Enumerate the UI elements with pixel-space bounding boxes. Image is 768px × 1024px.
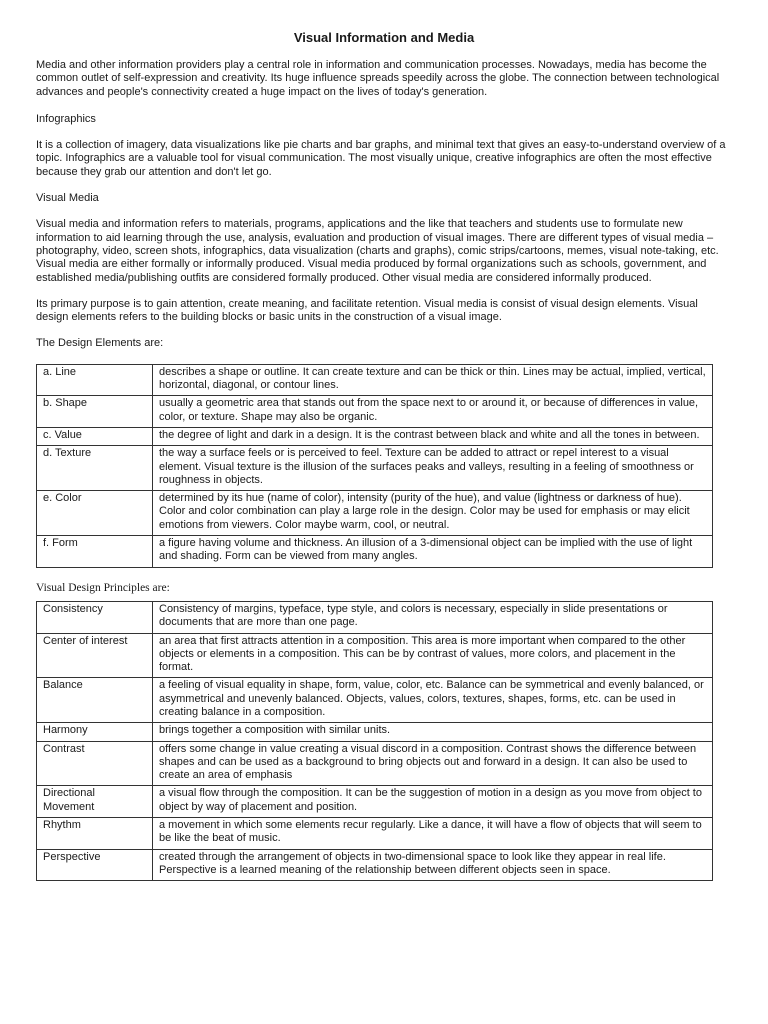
description-cell: created through the arrangement of objects in two-dimensional space to look like they appear in real life. Perspective is a learned meaning of the relationship between different objects seen in space. <box>153 849 713 881</box>
description-cell: a feeling of visual equality in shape, form, value, color, etc. Balance can be symmetrical and evenly balanced, or asymmetrical and unevenly balanced. Objects, values, colors, textures, shapes, forms, etc. can be used in creating balance in a composition. <box>153 678 713 723</box>
description-cell: Consistency of margins, typeface, type style, and colors is necessary, especially in slide presentations or documents that are more than one page. <box>153 601 713 633</box>
design-principles-heading: Visual Design Principles are: <box>36 581 170 594</box>
term-cell: Perspective <box>37 849 153 881</box>
purpose-paragraph: Its primary purpose is to gain attention, create meaning, and facilitate retention. Visual media is consist of visual design elements. Visual design elements refers to the building blocks or basic units in the construction of a visual image. <box>36 297 698 324</box>
table-row <box>37 849 713 881</box>
table-row <box>37 678 713 723</box>
table-row <box>37 364 713 396</box>
design-elements-heading: The Design Elements are: <box>36 337 164 350</box>
description-cell: an area that first attracts attention in a composition. This area is more important when compared to the other objects or elements in a composition. This can be by contrast of values, more colors, and placement in the format. <box>153 633 713 678</box>
page-title: Visual Information and Media <box>293 30 475 45</box>
infographics-heading: Infographics <box>36 112 96 125</box>
description-cell: a visual flow through the composition. It can be the suggestion of motion in a design as you move from object to object by way of placement and position. <box>153 786 713 818</box>
term-cell: Directional Movement <box>37 786 153 818</box>
term-cell: b. Shape <box>37 396 153 428</box>
table-row <box>37 818 713 850</box>
intro-paragraph: Media and other information providers play a central role in information and communication processes. Nowadays, media has become the common outlet of self-expression and creativity. Its huge influence spreads speedily across the globe. The connection between technological advances and people's connectivity created a huge impact on the lives of today's generation. <box>36 59 720 98</box>
design-principles-table <box>36 601 713 881</box>
term-cell: e. Color <box>37 491 153 536</box>
description-cell: determined by its hue (name of color), intensity (purity of the hue), and value (lightness or darkness of hue). Color and color combination can play a large role in the design. Color may be used for emphasis or may elicit emotions from viewers. Color maybe warm, cool, or neutral. <box>153 491 713 536</box>
table-row <box>37 396 713 428</box>
infographics-paragraph: It is a collection of imagery, data visualizations like pie charts and bar graphs, and minimal text that gives an easy-to-understand overview of a topic. Infographics are a valuable tool for visual communication. The most visually unique, creative infographics are often the most effective because they grab our attention and don't let go. <box>36 139 726 178</box>
term-cell: Center of interest <box>37 633 153 678</box>
table-row <box>37 786 713 818</box>
description-cell: a figure having volume and thickness. An illusion of a 3-dimensional object can be implied with the use of light and shading. Form can be viewed from many angles. <box>153 536 713 568</box>
term-cell: Contrast <box>37 741 153 786</box>
description-cell: brings together a composition with similar units. <box>153 723 713 741</box>
table-row <box>37 427 713 445</box>
description-cell: a movement in which some elements recur regularly. Like a dance, it will have a flow of objects that will seem to be like the beat of music. <box>153 818 713 850</box>
term-cell: Harmony <box>37 723 153 741</box>
term-cell: Consistency <box>37 601 153 633</box>
description-cell: the way a surface feels or is perceived to feel. Texture can be added to attract or repel interest to a visual element. Visual texture is the illusion of the surfaces peaks and valleys, resulting in a feeling of smoothness or roughness in objects. <box>153 446 713 491</box>
table-row <box>37 723 713 741</box>
visual-media-heading: Visual Media <box>36 192 99 205</box>
table-row <box>37 446 713 491</box>
table-row <box>37 491 713 536</box>
description-cell: describes a shape or outline. It can create texture and can be thick or thin. Lines may be actual, implied, vertical, horizontal, diagonal, or contour lines. <box>153 364 713 396</box>
table-row <box>37 633 713 678</box>
term-cell: d. Texture <box>37 446 153 491</box>
visual-media-paragraph: Visual media and information refers to materials, programs, applications and the like that teachers and students use to formulate new information to aid learning through the use, analysis, evaluation and production of visual images. There are different types of visual media – photography, video, screen shots, infographics, data visualization (charts and graphs), comic strips/cartoons, memes, visual note-taking, etc. Visual media are either formally or informally produced. Visual media produced by formal organizations such as schools, government, and established media/publishing outfits are considered formally produced. Other visual media are considered informally produced. <box>36 218 719 284</box>
design-elements-table <box>36 364 713 568</box>
term-cell: a. Line <box>37 364 153 396</box>
table-row <box>37 601 713 633</box>
term-cell: f. Form <box>37 536 153 568</box>
term-cell: c. Value <box>37 427 153 445</box>
term-cell: Rhythm <box>37 818 153 850</box>
description-cell: offers some change in value creating a visual discord in a composition. Contrast shows the difference between shapes and can be used as a background to bring objects out and forward in a design. It can also be used to create an area of emphasis <box>153 741 713 786</box>
table-row <box>37 536 713 568</box>
description-cell: the degree of light and dark in a design. It is the contrast between black and white and all the tones in between. <box>153 427 713 445</box>
table-row <box>37 741 713 786</box>
description-cell: usually a geometric area that stands out from the space next to or around it, or because of differences in value, color, or texture. Shape may also be organic. <box>153 396 713 428</box>
term-cell: Balance <box>37 678 153 723</box>
